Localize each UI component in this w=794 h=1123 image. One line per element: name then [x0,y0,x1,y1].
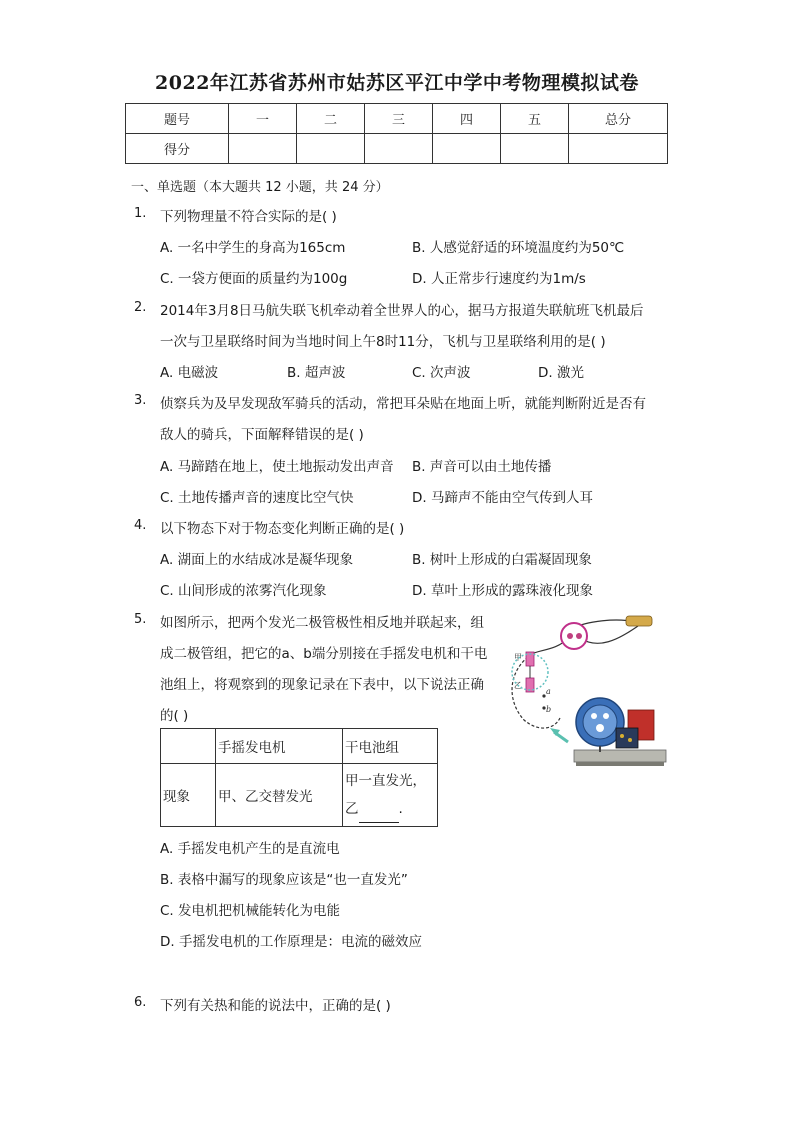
option-a: A. 湖面上的水结成冰是凝华现象 [160,552,354,568]
score-header-row [126,104,668,134]
option-a: A. 电磁波 [160,365,219,381]
observation-header-cell: 手摇发电机 [216,729,343,764]
observation-cell-prefix: 乙 [345,801,359,817]
option-d: D. 草叶上形成的露珠液化现象 [412,583,593,599]
option-d: D. 人正常步行速度约为1m/s [412,271,586,287]
score-header-cell: 总分 [569,104,668,134]
score-header-cell: 二 [297,104,365,134]
option-d: D. 手摇发电机的工作原理是：电流的磁效应 [160,934,422,950]
option-d: D. 激光 [538,365,584,381]
exam-title: 2022年江苏省苏州市姑苏区平江中学中考物理模拟试卷 [155,72,639,94]
observation-cell-generator: 甲、乙交替发光 [216,764,343,827]
observation-table [160,728,438,827]
score-header-cell: 四 [433,104,501,134]
question-number: 6. [134,995,147,1010]
score-header-cell: 题号 [126,104,229,134]
option-b: B. 超声波 [287,365,346,381]
score-header-cell: 五 [501,104,569,134]
generator-diagram [498,610,670,772]
battery-icon [626,616,652,626]
question-text: 如图所示，把两个发光二极管极性相反地并联起来，组 [160,615,484,631]
score-cell [229,134,297,164]
observation-cell-battery [343,764,438,827]
question-number: 5. [134,612,147,627]
option-c: C. 土地传播声音的速度比空气快 [160,490,354,506]
score-cell [365,134,433,164]
observation-cell-line [345,795,435,823]
score-header-cell: 三 [365,104,433,134]
terminal-label-a: a [546,687,551,696]
answer-blank [359,808,399,823]
observation-cell-suffix: . [398,801,403,817]
question-text: 下列有关热和能的说法中，正确的是( ) [160,998,391,1014]
question-number: 1. [134,206,147,221]
score-row-label: 得分 [126,134,229,164]
observation-cell-line: 甲一直发光， [345,773,426,789]
option-c: C. 发电机把机械能转化为电能 [160,903,341,919]
led-label-yi: 乙 [514,681,522,690]
question-text: 敌人的骑兵，下面解释错误的是( ) [160,427,364,443]
score-header-cell: 一 [229,104,297,134]
question-text: 成二极管组，把它的a、b端分别接在手摇发电机和干电 [160,646,488,662]
option-b: B. 声音可以由土地传播 [412,459,552,475]
question-text: 以下物态下对于物态变化判断正确的是( ) [160,521,405,537]
option-a: A. 一名中学生的身高为165cm [160,240,346,256]
option-a: A. 手摇发电机产生的是直流电 [160,841,340,857]
observation-row [161,764,438,827]
observation-row-label: 现象 [161,764,216,827]
generator-base [574,750,666,762]
option-a: A. 马蹄踏在地上，使土地振动发出声音 [160,459,394,475]
observation-header-cell [161,729,216,764]
question-number: 3. [134,393,147,408]
magnifier-icon [561,623,587,649]
coil-icon [616,728,638,748]
terminal-label-b: b [546,705,552,714]
option-d: D. 马蹄声不能由空气传到人耳 [412,490,593,506]
led-label-jia: 甲 [514,653,522,662]
score-cell [501,134,569,164]
option-b: B. 表格中漏写的现象应该是“也一直发光” [160,872,408,888]
score-cell [297,134,365,164]
score-cell [569,134,668,164]
observation-header-cell: 干电池组 [343,729,438,764]
option-c: C. 一袋方便面的质量约为100g [160,271,348,287]
score-row [126,134,668,164]
option-c: C. 次声波 [412,365,471,381]
question-text: 2014年3月8日马航失联飞机牵动着全世界人的心，据马方报道失联航班飞机最后 [160,303,644,319]
observation-header-row [161,729,438,764]
question-text: 池组上，将观察到的现象记录在下表中，以下说法正确 [160,677,484,693]
score-cell [433,134,501,164]
section-heading: 一、单选题（本大题共 12 小题，共 24 分） [131,180,389,195]
question-number: 2. [134,300,147,315]
score-table [125,103,668,164]
question-text: 一次与卫星联络时间为当地时间上午8时11分，飞机与卫星联络利用的是( ) [160,334,606,350]
option-c: C. 山间形成的浓雾汽化现象 [160,583,327,599]
question-text: 的( ) [160,708,189,724]
question-text: 侦察兵为及早发现敌军骑兵的活动，常把耳朵贴在地面上听，就能判断附近是否有 [160,396,646,412]
option-b: B. 树叶上形成的白霜凝固现象 [412,552,592,568]
question-number: 4. [134,518,147,533]
question-text: 下列物理量不符合实际的是( ) [160,209,337,225]
option-b: B. 人感觉舒适的环境温度约为50℃ [412,240,625,256]
